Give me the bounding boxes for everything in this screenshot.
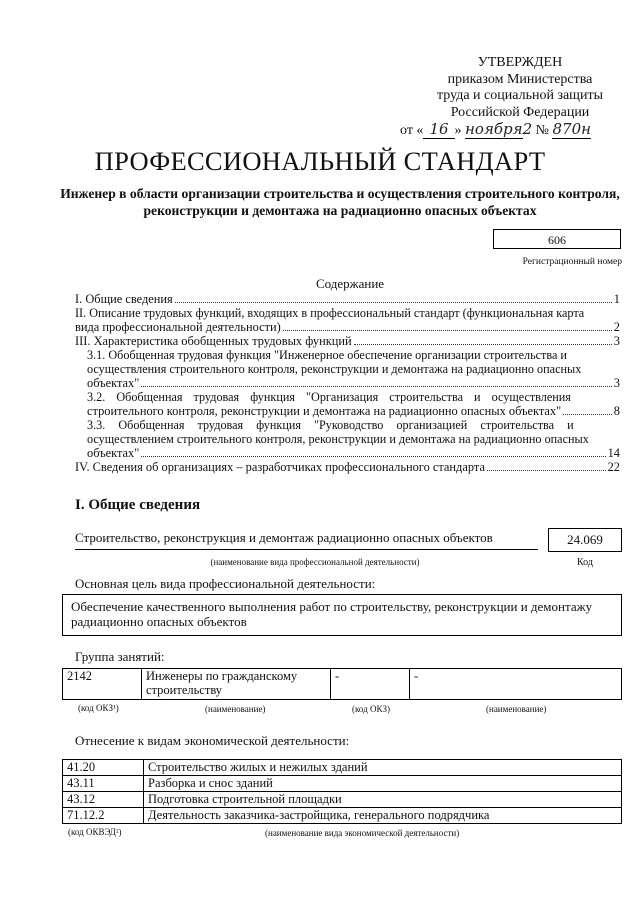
okz-code-2: -	[331, 669, 410, 700]
okved-code: 71.12.2	[63, 808, 144, 824]
section-heading: I. Общие сведения	[75, 497, 201, 513]
toc-heading: Содержание	[315, 276, 385, 291]
okved-code: 43.11	[63, 776, 144, 792]
caption-okved-code: (код ОКВЭД²)	[68, 827, 122, 837]
approval-line-order: приказом Министерства	[447, 71, 593, 87]
activity-caption: (наименование вида профессиональной деятельности)	[210, 557, 420, 567]
table-row	[63, 808, 622, 824]
toc-page: 1	[613, 292, 620, 306]
activity-underline	[75, 549, 538, 550]
okz-name-2: -	[410, 669, 622, 700]
okved-name: Деятельность заказчика-застройщика, генерального подрядчика	[144, 808, 622, 824]
number-value: 870н	[552, 120, 591, 138]
caption-okz-code-2: (код ОКЗ)	[352, 704, 390, 714]
date-year: 2	[522, 120, 533, 138]
okved-name: Подготовка строительной площадки	[144, 792, 622, 808]
toc-item[interactable]: IV. Сведения об организациях – разработчиках профессионального стандарта 22	[75, 460, 620, 474]
activity-name: Строительство, реконструкция и демонтаж радиационно опасных объектов	[75, 530, 493, 545]
okved-name: Разборка и снос зданий	[144, 776, 622, 792]
table-row	[63, 792, 622, 808]
caption-okz-code: (код ОКЗ¹)	[78, 703, 119, 713]
okved-code: 43.12	[63, 792, 144, 808]
approval-block	[400, 55, 610, 140]
document-subtitle: Инженер в области организации строительства и осуществления строительного контроля, реконструкции и демонтажа на радиационно опасных объектах	[60, 186, 620, 218]
toc-list	[75, 292, 620, 474]
code-caption: Код	[577, 557, 593, 568]
group-label: Группа занятий:	[75, 649, 165, 664]
table-row	[63, 669, 622, 700]
caption-name: (наименование)	[205, 704, 266, 714]
caption-okved-name: (наименование вида экономической деятельности)	[265, 828, 460, 838]
toc-item[interactable]: 3.1. Обобщенная трудовая функция "Инженерное обеспечение организации строительства и осуществления строительного контроля, реконструкции и демонтажа на радиационно опасных объектах" 3	[87, 348, 620, 390]
date-mid: »	[454, 123, 462, 138]
date-prefix: от «	[400, 123, 424, 138]
toc-item[interactable]: I. Общие сведения 1	[75, 292, 620, 306]
goal-text: Обеспечение качественного выполнения работ по строительству, реконструкции и демонтажу радиационно опасных объектов	[62, 594, 622, 636]
toc-page: 22	[607, 460, 620, 474]
activity-code: 24.069	[548, 528, 622, 552]
okved-name: Строительство жилых и нежилых зданий	[144, 760, 622, 776]
registration-number: 606	[493, 229, 621, 249]
caption-name-2: (наименование)	[486, 704, 547, 714]
toc-page: 14	[607, 446, 620, 460]
registration-label: Регистрационный номер	[522, 257, 622, 267]
toc-item[interactable]: III. Характеристика обобщенных трудовых функций 3	[75, 334, 620, 348]
approval-line-country: Российской Федерации	[450, 104, 590, 120]
goal-label: Основная цель вида профессиональной деятельности:	[75, 576, 376, 591]
toc-item[interactable]: 3.2. Обобщенная трудовая функция "Организация строительства и осуществления строительного контроля, реконструкции и демонтажа на радиационно опасных объектах" 8	[87, 390, 620, 418]
okz-name: Инженеры по гражданскому строительству	[142, 669, 331, 700]
okved-code: 41.20	[63, 760, 144, 776]
date-day: 16	[423, 120, 454, 139]
toc-page: 2	[613, 320, 620, 334]
number-label: №	[535, 123, 549, 138]
toc-page: 3	[613, 376, 620, 390]
okved-table	[62, 759, 622, 824]
table-row	[63, 776, 622, 792]
okz-code: 2142	[63, 669, 142, 700]
toc-item[interactable]: 3.3. Обобщенная трудовая функция "Руководство организацией строительства и осуществлением строительного контроля, реконструкции и демонтажа на радиационно опасных объектах" 14	[87, 418, 620, 460]
approval-date-line	[400, 121, 610, 140]
group-table	[62, 668, 622, 700]
okved-label: Отнесение к видам экономической деятельности:	[75, 733, 350, 748]
document-title: ПРОФЕССИОНАЛЬНЫЙ СТАНДАРТ	[94, 146, 546, 176]
date-month: ноября	[465, 120, 523, 138]
approval-line-ministry: труда и социальной защиты	[437, 88, 603, 103]
table-row	[63, 760, 622, 776]
toc-page: 8	[613, 404, 620, 418]
toc-page: 3	[613, 334, 620, 348]
approval-title: УТВЕРЖДЕН	[477, 55, 563, 70]
toc-item[interactable]: II. Описание трудовых функций, входящих в профессиональный стандарт (функциональная карта вида профессиональной деятельности) 2	[75, 306, 620, 334]
